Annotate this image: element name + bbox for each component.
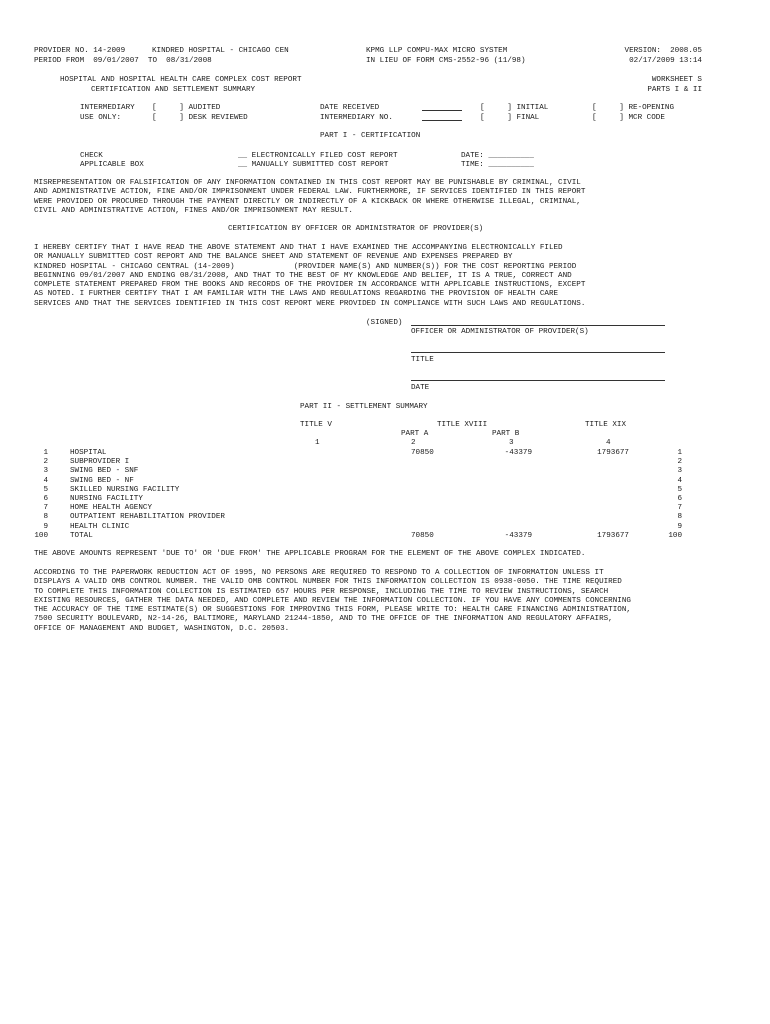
parts-label: PARTS I & II	[647, 86, 702, 94]
title-xix-value: 1793677	[597, 449, 629, 457]
column-number: 3	[509, 439, 514, 447]
intermediary-label: INTERMEDIARY	[80, 104, 135, 112]
part-b-value: -43379	[504, 449, 532, 457]
title-line[interactable]	[411, 352, 665, 353]
report-subtitle: CERTIFICATION AND SETTLEMENT SUMMARY	[91, 86, 256, 94]
desk-reviewed-checkbox[interactable]: [ ] DESK REVIEWED	[152, 114, 248, 122]
intermediary-no-field[interactable]	[422, 120, 462, 121]
row-number-right: 2	[677, 458, 682, 467]
use-only-label: USE ONLY:	[80, 114, 122, 122]
part-a-value: 70850	[411, 449, 434, 457]
date-field[interactable]: DATE: __________	[461, 152, 534, 160]
version: VERSION: 2008.05	[624, 47, 702, 55]
certification-title: CERTIFICATION BY OFFICER OR ADMINISTRATOR OF PROVIDER(S)	[228, 225, 484, 233]
provider-number: PROVIDER NO. 14-2009	[34, 47, 126, 55]
row-number: 4	[43, 476, 48, 485]
row-number-right: 1	[677, 449, 682, 457]
column-number: 4	[606, 439, 611, 447]
part-b-header: PART B	[492, 430, 520, 438]
title-xix-value: 1793677	[597, 531, 629, 540]
row-label: NURSING FACILITY	[70, 495, 143, 503]
final-checkbox[interactable]: [ ] FINAL	[480, 114, 540, 122]
electronically-filed-option[interactable]: __ ELECTRONICALLY FILED COST REPORT	[238, 152, 398, 160]
part2-title: PART II - SETTLEMENT SUMMARY	[300, 403, 428, 411]
report-datetime: 02/17/2009 13:14	[629, 57, 702, 65]
manually-submitted-option[interactable]: __ MANUALLY SUBMITTED COST REPORT	[238, 161, 389, 169]
date-received-label: DATE RECEIVED	[320, 104, 380, 112]
form-reference: IN LIEU OF FORM CMS-2552-96 (11/98)	[366, 57, 526, 65]
initial-checkbox[interactable]: [ ] INITIAL	[480, 104, 549, 112]
column-number: 1	[315, 439, 320, 447]
software-system: KPMG LLP COMPU-MAX MICRO SYSTEM	[366, 47, 508, 55]
part-a-value: 70850	[411, 531, 434, 540]
audited-checkbox[interactable]: [ ] AUDITED	[152, 104, 221, 112]
row-number-right: 4	[677, 476, 682, 485]
part-a-header: PART A	[401, 430, 429, 438]
row-number-right: 6	[677, 495, 682, 503]
row-label: HOME HEALTH AGENCY	[70, 504, 153, 513]
signed-label: (SIGNED)	[366, 319, 403, 327]
date-received-field[interactable]	[422, 110, 462, 111]
row-label: SKILLED NURSING FACILITY	[70, 485, 180, 494]
column-number: 2	[411, 439, 416, 447]
row-number: 9	[43, 522, 48, 531]
report-title: HOSPITAL AND HOSPITAL HEALTH CARE COMPLEX COST REPORT	[60, 76, 302, 84]
reporting-period: PERIOD FROM 09/01/2007 TO 08/31/2008	[34, 57, 212, 65]
worksheet-label: WORKSHEET S	[651, 76, 702, 84]
row-number: 100	[34, 531, 48, 540]
part1-title: PART I - CERTIFICATION	[320, 132, 421, 140]
row-label: HOSPITAL	[70, 449, 107, 457]
signature-line[interactable]	[411, 325, 665, 326]
row-number-right: 8	[677, 513, 682, 522]
misrepresentation-warning: MISREPRESENTATION OR FALSIFICATION OF ANY INFORMATION CONTAINED IN THIS COST REPORT MAY BE PUNISHABLE BY CRIMINAL, CIVIL AND ADMINISTRATIVE ACTION, FINE AND/OR IMPRISONMENT UNDER FEDERAL LAW. FURTHERMORE, IF SERVICES IDENTIFIED IN THIS REPORT WERE PROVIDED OR PROCURED THROUGH THE PAYMENT DIRECTLY OR INDIRECTLY OF A KICKBACK OR WHERE OTHERWISE ILLEGAL, CRIMINAL, CIVIL AND ADMINISTRATIVE ACTION, FINES AND/OR IMPRISONMENT MAY RESULT.	[34, 179, 586, 215]
time-field[interactable]: TIME: __________	[461, 161, 534, 169]
date-line[interactable]	[411, 380, 665, 381]
row-label: SWING BED - SNF	[70, 467, 139, 476]
row-label: TOTAL	[70, 531, 93, 540]
row-label: SUBPROVIDER I	[70, 458, 130, 467]
row-number-right: 100	[668, 531, 682, 540]
reopening-checkbox[interactable]: [ ] RE-OPENING	[592, 104, 675, 112]
row-number: 2	[43, 458, 48, 467]
title-xviii-header: TITLE XVIII	[437, 421, 488, 429]
row-number: 6	[43, 495, 48, 503]
row-label: OUTPATIENT REHABILITATION PROVIDER	[70, 513, 225, 522]
row-label: SWING BED - NF	[70, 476, 134, 485]
row-label: HEALTH CLINIC	[70, 522, 130, 531]
intermediary-no-label: INTERMEDIARY NO.	[320, 114, 393, 122]
row-number: 5	[43, 485, 48, 494]
check-label: CHECK	[80, 152, 103, 160]
row-number-right: 7	[677, 504, 682, 513]
certification-statement: I HEREBY CERTIFY THAT I HAVE READ THE ABOVE STATEMENT AND THAT I HAVE EXAMINED THE ACCOMPANYING ELECTRONICALLY FILED OR MANUALLY SUBMITTED COST REPORT AND THE BALANCE SHEET AND STATEMENT OF REVENUE AND EXPENSES PREPARED BY KINDRED HOSPITAL - CHICAGO CENTRAL (14-2009) (PROVIDER NAME(S) AND NUMBER(S)) FOR THE COST REPORTING PERIOD BEGINNING 09/01/2007 AND ENDING 08/31/2008, AND THAT TO THE BEST OF MY KNOWLEDGE AND BELIEF, IT IS A TRUE, CORRECT AND COMPLETE STATEMENT PREPARED FROM THE BOOKS AND RECORDS OF THE PROVIDER IN ACCORDANCE WITH APPLICABLE INSTRUCTIONS, EXCEPT AS NOTED. I FURTHER CERTIFY THAT I AM FAMILIAR WITH THE LAWS AND REGULATIONS REGARDING THE PROVISION OF HEALTH CARE SERVICES AND THAT THE SERVICES IDENTIFIED IN THIS COST REPORT WERE PROVIDED IN COMPLIANCE WITH SUCH LAWS AND REGULATIONS.	[34, 244, 586, 308]
part-b-value: -43379	[504, 531, 532, 540]
row-number: 3	[43, 467, 48, 476]
row-number: 8	[43, 513, 48, 522]
mcr-code-checkbox[interactable]: [ ] MCR CODE	[592, 114, 665, 122]
applicable-box-label: APPLICABLE BOX	[80, 161, 144, 169]
title-label: TITLE	[411, 356, 434, 364]
hospital-name: KINDRED HOSPITAL - CHICAGO CEN	[152, 47, 289, 55]
row-number: 7	[43, 504, 48, 513]
title-v-header: TITLE V	[300, 421, 332, 429]
row-number-right: 9	[677, 522, 682, 531]
row-number: 1	[43, 449, 48, 457]
paperwork-reduction-notice: ACCORDING TO THE PAPERWORK REDUCTION ACT OF 1995, NO PERSONS ARE REQUIRED TO RESPOND TO A COLLECTION OF INFORMATION UNLESS IT DISPLAYS A VALID OMB CONTROL NUMBER. THE VALID OMB CONTROL NUMBER FOR THIS INFORMATION COLLECTION IS 0938-0050. THE TIME REQUIRED TO COMPLETE THIS INFORMATION COLLECTION IS ESTIMATED 657 HOURS PER RESPONSE, INCLUDING THE TIME TO REVIEW INSTRUCTIONS, SEARCH EXISTING RESOURCES, GATHER THE DATA NEEDED, AND COMPLETE AND REVIEW THE INFORMATION COLLECTION. IF YOU HAVE ANY COMMENTS CONCERNING THE ACCURACY OF THE TIME ESTIMATE(S) OR SUGGESTIONS FOR IMPROVING THIS FORM, PLEASE WRITE TO: HEALTH CARE FINANCING ADMINISTRATION, 7500 SECURITY BOULEVARD, N2-14-26, BALTIMORE, MARYLAND 21244-1850, AND TO THE OFFICE OF THE INFORMATION AND REGULATORY AFFAIRS, OFFICE OF MANAGEMENT AND BUDGET, WASHINGTON, D.C. 20503.	[34, 569, 631, 633]
title-xix-header: TITLE XIX	[585, 421, 627, 429]
amounts-note: THE ABOVE AMOUNTS REPRESENT 'DUE TO' OR 'DUE FROM' THE APPLICABLE PROGRAM FOR THE ELEMENT OF THE ABOVE COMPLEX INDICATED.	[34, 550, 586, 558]
officer-label: OFFICER OR ADMINISTRATOR OF PROVIDER(S)	[411, 328, 589, 336]
row-number-right: 5	[677, 485, 682, 494]
row-number-right: 3	[677, 467, 682, 476]
date-label: DATE	[411, 384, 430, 392]
